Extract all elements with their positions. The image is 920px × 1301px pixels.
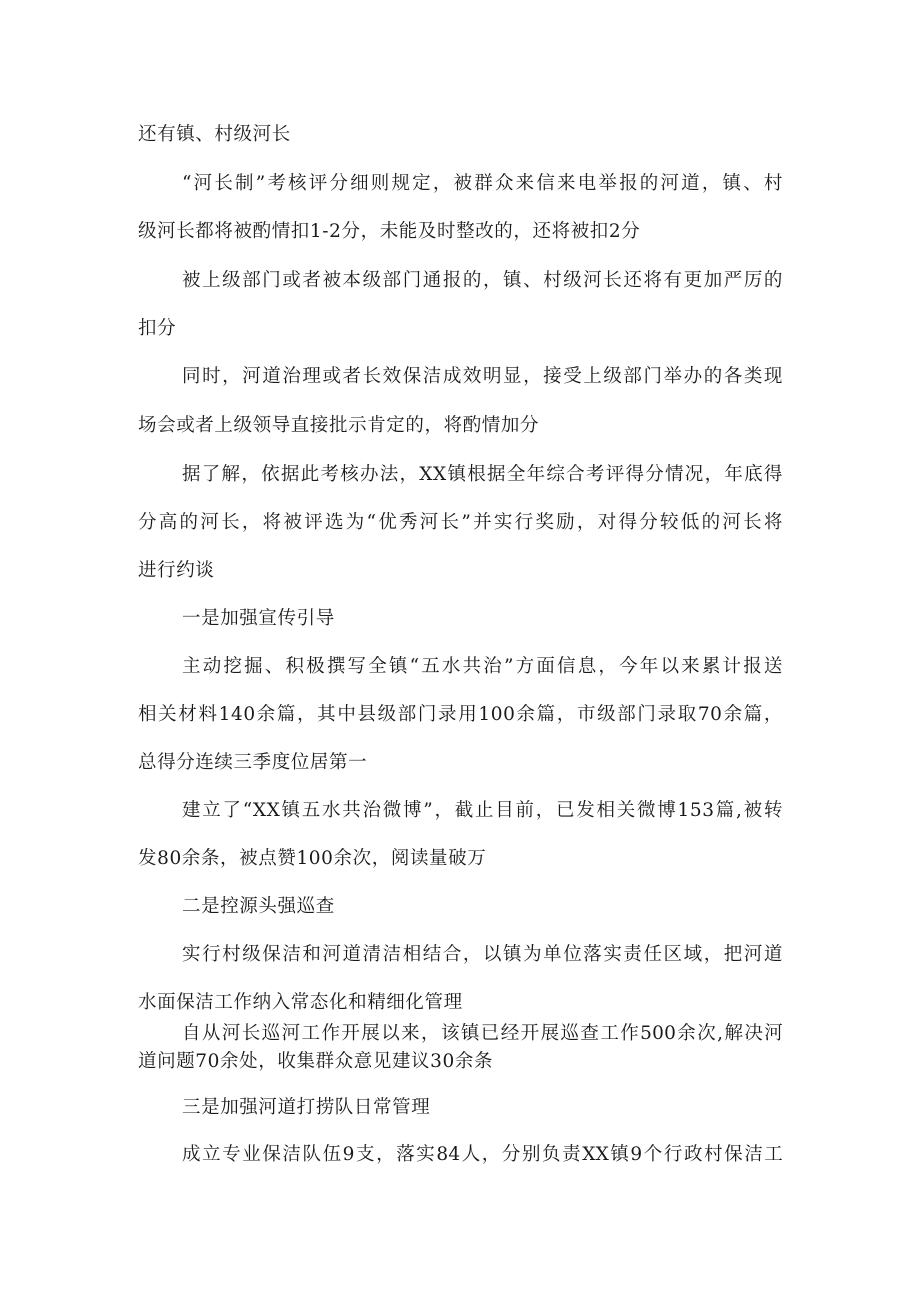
- text-line: 还有镇、村级河长: [138, 124, 291, 145]
- text-line: 成立专业保洁队伍9支，落实84人，分别负责XX镇9个行政村保洁工: [182, 1144, 783, 1165]
- text-line: 被上级部门或者被本级部门通报的，镇、村级河长还将有更加严厉的: [182, 270, 783, 291]
- text-line: 自从河长巡河工作开展以来，该镇已经开展巡查工作500余次,解决河: [182, 1023, 783, 1044]
- text-line: 建立了“XX镇五水共治微博”，截止目前，已发相关微博153篇,被转: [182, 800, 783, 821]
- section-heading: 一是加强宣传引导: [182, 608, 335, 629]
- section-heading: 三是加强河道打捞队日常管理: [182, 1097, 431, 1118]
- text-line: 同时，河道治理或者长效保洁成效明显，接受上级部门举办的各类现: [182, 366, 783, 387]
- text-line: 相关材料140余篇，其中县级部门录用100余篇，市级部门录取70余篇，: [138, 704, 783, 725]
- text-line: 总得分连续三季度位居第一: [138, 752, 368, 773]
- text-line: 据了解，依据此考核办法，XX镇根据全年综合考评得分情况，年底得: [182, 464, 783, 485]
- text-line: “河长制”考核评分细则规定，被群众来信来电举报的河道，镇、村: [182, 173, 783, 194]
- text-line: 扣分: [138, 318, 177, 339]
- text-line: 级河长都将被酌情扣1-2分，未能及时整改的，还将被扣2分: [138, 221, 641, 242]
- text-line: 水面保洁工作纳入常态化和精细化管理: [138, 992, 463, 1013]
- text-line: 主动挖掘、积极撰写全镇“五水共治”方面信息，今年以来累计报送: [182, 656, 783, 677]
- text-line: 进行约谈: [138, 560, 215, 581]
- text-line: 发80余条，被点赞100余次，阅读量破万: [138, 848, 487, 869]
- text-line: 分高的河长，将被评选为“优秀河长”并实行奖励，对得分较低的河长将: [138, 512, 783, 533]
- section-heading: 二是控源头强巡查: [182, 896, 335, 917]
- text-line: 实行村级保洁和河道清洁相结合，以镇为单位落实责任区域，把河道: [182, 944, 783, 965]
- text-line: 场会或者上级领导直接批示肯定的，将酌情加分: [138, 415, 540, 436]
- text-line: 道问题70余处，收集群众意见建议30余条: [138, 1051, 494, 1072]
